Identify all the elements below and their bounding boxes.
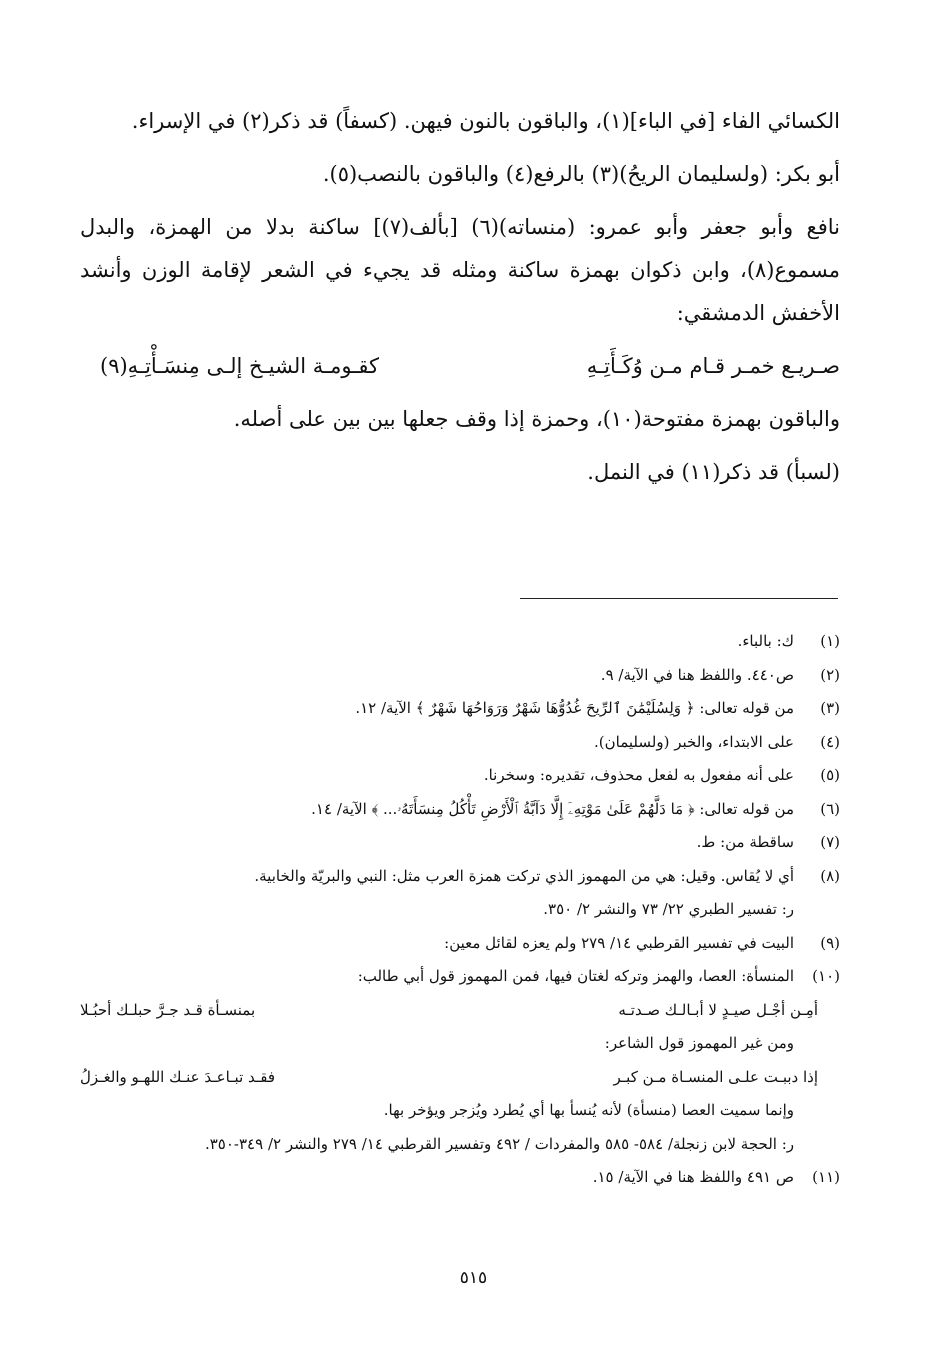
footnote-7 [80,826,840,860]
footnote-number: (١١) [812,1168,840,1186]
footnote-9 [80,927,840,961]
paragraph-4: والباقون بهمزة مفتوحة(١٠)، وحمزة إذا وقف جعلها بين بين على أصله. [233,407,840,431]
verse-hemistich-2: كقـومـة الشيـخ إلـى مِنسَـأْتِـهِ(٩) [100,354,380,378]
footnote-text: ص ٤٩١ واللفظ هنا في الآية/ ١٥. [592,1168,794,1186]
footnote-text: من قوله تعالى: ﴿ وَلِسُلَيْمَٰنَ ٱلرِّيحَ غُدُوُّهَا شَهْرٌ وَرَوَاحُهَا شَهْرٌ ﴾ الآية/ ١٢. [355,699,794,717]
footnote-text: أي لا يُقاس. وقيل: هي من المهموز الذي تركت همزة العرب مثل: النبي والبريّة والخابية. [254,866,794,885]
footnote-4 [80,726,840,760]
footnote-text: المنسأة: العصا، والهمز وتركه لغتان فيها، فمن المهموز قول أبي طالب: [357,967,794,985]
footnote-text: ك: بالباء. [737,632,794,650]
main-text [80,100,840,504]
footnote-number: (٧) [820,833,840,851]
footnote-8 [80,860,840,894]
footnote-8-reference: ر: تفسير الطبري ٢٢/ ٧٣ والنشر ٢/ ٣٥٠. [543,900,794,918]
footnote-number: (٨) [820,866,840,885]
footnote-text: على الابتداء، والخبر (ولسليمان). [594,732,794,751]
footnote-number: (٢) [820,665,840,684]
verse-hemistich-1: أمِـن أجْـل صيـدٍ لا أبـالـك صـدتـه [618,1000,818,1019]
paragraph-3: نافع وأبو جعفر وأبو عمرو: (منساته)(٦) [بألف(٧)] ساكنة بدلا من الهمزة، والبدل مسموع(٨)، وابن ذكوان بهمزة ساكنة ومثله قد يجيء في الشعر لإقامة الوزن وأنشد الأخفش الدمشقي: [80,215,841,325]
paragraph-5: (لسبأ) قد ذكر(١١) في النمل. [587,460,840,484]
poem-verse [80,345,840,388]
verse-hemistich-2: بمنسـأة قـد جـرَّ حبلـك أحبُـلا [80,1000,256,1019]
verse-hemistich-1: إذا دببـت علـى المنسـاة مـن كبـر [613,1067,818,1086]
footnote-10-reference: ر: الحجة لابن زنجلة/ ٥٨٤- ٥٨٥ والمفردات / ٤٩٢ وتفسير القرطبي ١٤/ ٢٧٩ والنشر ٢/ ٣٤٩-٣٥٠. [204,1134,794,1153]
footnote-text: ساقطة من: ط. [696,833,794,851]
footnotes [80,625,840,1195]
footnote-text: ص٤٤٠. واللفظ هنا في الآية/ ٩. [600,665,794,684]
footnote-1 [80,625,840,659]
footnote-6 [80,793,840,827]
footnote-verse-2 [80,1061,840,1095]
footnote-number: (٥) [820,766,840,784]
footnote-2 [80,659,840,693]
footnote-number: (٤) [820,732,840,751]
page-number: ٥١٥ [459,1268,488,1288]
footnote-verse-1 [80,994,840,1028]
footnote-text: من قوله تعالى: ﴿ مَا دَلَّهُمْ عَلَىٰ مَوْتِهِۦٓ إِلَّا دَآبَّةُ ٱلْأَرْضِ تَأْكُلُ مِنسَأَتَهُۥ... ﴾ الآية/ ١٤. [311,799,794,818]
paragraph-2: أبو بكر: (ولسليمان الريحُ)(٣) بالرفع(٤) والباقون بالنصب(٥). [322,162,840,186]
footnote-divider [520,598,838,599]
verse-hemistich-1: صـريـع خمـر قـام مـن وُكَـأَتِـهِ [586,354,840,378]
footnote-11 [80,1161,840,1195]
footnote-line: وإنما سميت العصا (منسأة) لأنه يُنسأ بها أي يُطرد ويُزجر ويؤخر بها. [383,1101,794,1119]
verse-hemistich-2: فقـد تبـاعـدَ عنـك اللهـو والغـزلُ [80,1067,276,1086]
footnote-number: (٦) [820,799,840,818]
footnote-number: (١٠) [812,967,840,985]
footnote-3 [80,692,840,726]
footnote-line: ومن غير المهموز قول الشاعر: [604,1034,794,1052]
footnote-10 [80,960,840,994]
footnote-text: على أنه مفعول به لفعل محذوف، تقديره: وسخرنا. [483,766,794,784]
paragraph-1: الكسائي الفاء [في الباء](١)، والباقون بالنون فيهن. (كسفاً) قد ذكر(٢) في الإسراء. [131,109,840,133]
footnote-number: (٩) [820,933,840,952]
footnote-number: (١) [820,632,840,650]
footnote-5 [80,759,840,793]
footnote-number: (٣) [820,699,840,717]
footnote-text: البيت في تفسير القرطبي ١٤/ ٢٧٩ ولم يعزه لقائل معين: [444,933,794,952]
